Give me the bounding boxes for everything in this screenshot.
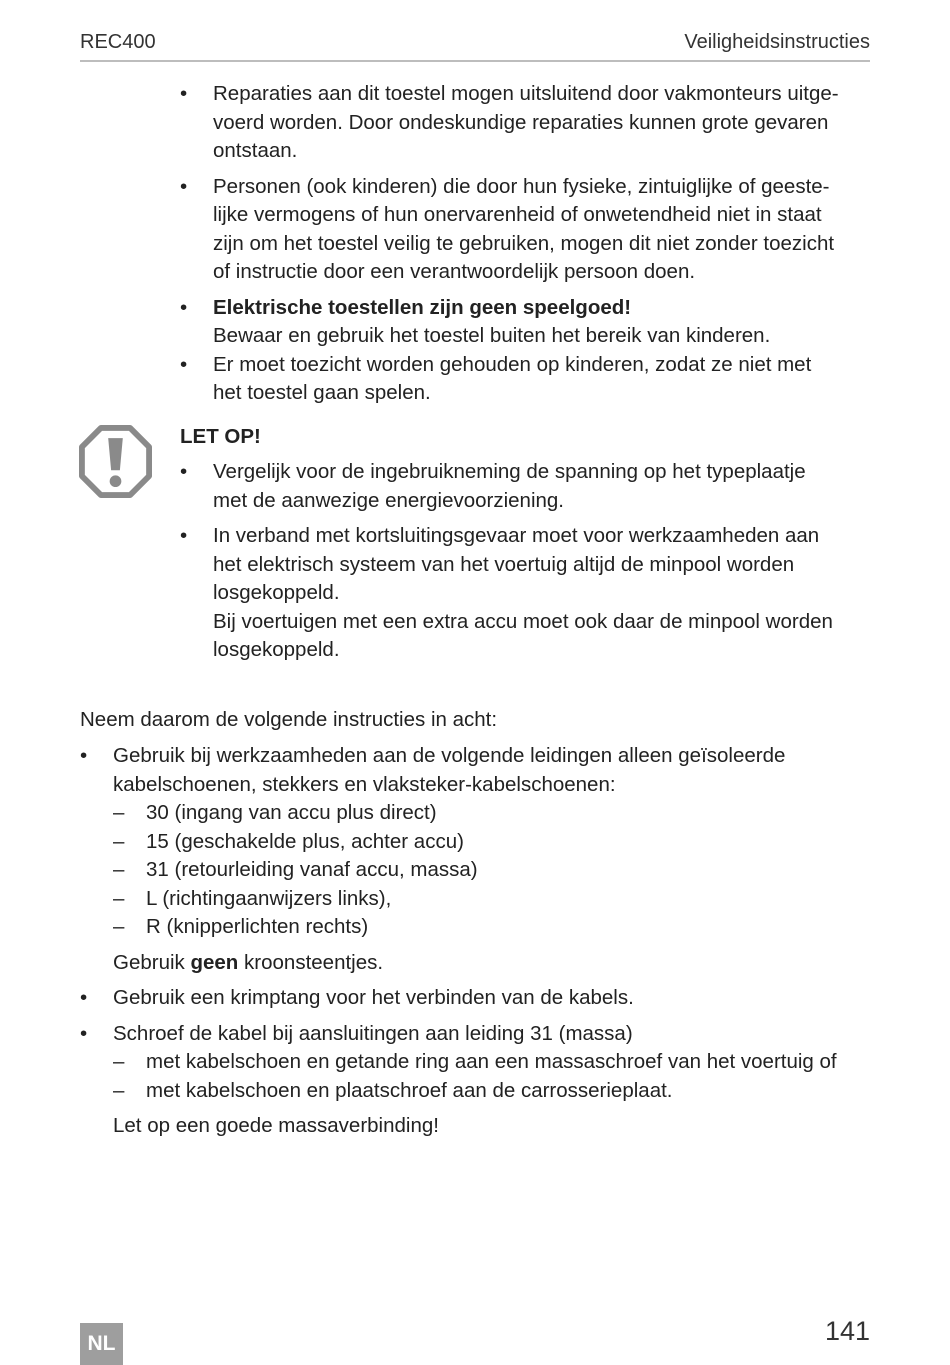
list-item	[180, 522, 880, 665]
warning-octagon-exclamation-icon	[79, 425, 152, 498]
list-item	[180, 173, 880, 287]
dash-item	[113, 828, 880, 857]
page-header	[80, 30, 870, 62]
model-name: REC400	[80, 31, 156, 53]
dash-icon: –	[113, 829, 125, 853]
dash-text: met kabelschoen en plaatschroef aan de carrosserieplaat.	[146, 1078, 673, 1102]
safety-list	[180, 80, 880, 415]
list-item	[180, 458, 880, 515]
language-badge: NL	[80, 1323, 123, 1365]
page-number: 141	[824, 1316, 870, 1346]
bullet-icon: •	[180, 82, 188, 105]
section-title: Veiligheidsinstructies	[684, 31, 870, 53]
item-note	[113, 949, 880, 978]
item-text: Vergelijk voor de ingebruikneming de spanning op het typeplaatje met de aanwezige energievoorziening.	[213, 460, 806, 512]
item-text: Gebruik een krimptang voor het verbinden van de kabels.	[113, 986, 634, 1009]
dash-text: L (richtingaanwijzers links),	[146, 886, 392, 910]
dash-text: 30 (ingang van accu plus direct)	[146, 801, 437, 824]
instructions-intro: Neem daarom de volgende instructies in acht:	[80, 708, 498, 731]
dash-icon: –	[113, 1078, 125, 1102]
item-note: Let op een goede massaverbinding!	[113, 1114, 439, 1137]
list-item	[80, 1020, 880, 1141]
dash-icon: –	[113, 1050, 125, 1073]
item-text: Schroef de kabel bij aansluitingen aan leiding 31 (massa)	[113, 1021, 633, 1045]
item-text: Personen (ook kinderen) die door hun fysieke, zintuiglijke of geeste- lijke vermogens of hun onervarenheid of onwetendheid niet in staat zijn om het toestel veilig te gebruiken, mogen dit niet zonder toezicht of instructie door een verantwoordelijk persoon doen.	[213, 174, 835, 283]
dash-item	[113, 913, 880, 942]
bullet-icon: •	[180, 352, 188, 376]
caution-list	[180, 458, 880, 672]
bullet-icon: •	[180, 174, 188, 198]
list-item	[80, 742, 880, 977]
dash-item	[113, 885, 880, 914]
list-item	[180, 294, 880, 351]
note-bold: geen	[190, 950, 239, 974]
dash-item	[113, 1077, 880, 1106]
item-text: Er moet toezicht worden gehouden op kinderen, zodat ze niet met het toestel gaan spelen.	[213, 352, 812, 404]
dash-icon: –	[113, 858, 125, 881]
item-text: Gebruik bij werkzaamheden aan de volgende leidingen alleen geïsoleerde kabelschoenen, stekkers en vlaksteker-kabelschoenen:	[113, 744, 786, 796]
item-text: Bewaar en gebruik het toestel buiten het bereik van kinderen.	[213, 324, 771, 347]
item-bold-text: Elektrische toestellen zijn geen speelgoed!	[213, 295, 632, 319]
dash-icon: –	[113, 886, 125, 910]
dash-list	[113, 1048, 880, 1105]
item-text: In verband met kortsluitingsgevaar moet voor werkzaamheden aan het elektrisch systeem van het voertuig altijd de minpool worden losgekoppeld. Bij voertuigen met een extra accu moet ook daar de minpool worden losgekoppeld.	[213, 524, 833, 661]
list-item	[180, 80, 880, 166]
list-item	[80, 984, 880, 1013]
bullet-icon: •	[180, 295, 188, 319]
dash-text: 31 (retourleiding vanaf accu, massa)	[146, 858, 478, 881]
dash-list	[113, 799, 880, 942]
note-text: Gebruik	[113, 950, 191, 974]
bullet-icon: •	[80, 1021, 88, 1045]
dash-text: 15 (geschakelde plus, achter accu)	[146, 829, 464, 853]
note-text: kroonsteentjes.	[238, 950, 384, 974]
dash-text: R (knipperlichten rechts)	[146, 915, 369, 938]
bullet-icon: •	[80, 744, 88, 767]
dash-icon: –	[113, 801, 125, 824]
dash-item	[113, 799, 880, 828]
bullet-icon: •	[180, 524, 188, 547]
item-text: Reparaties aan dit toestel mogen uitsluitend door vakmonteurs uitge- voerd worden. Door ondeskundige reparaties kunnen grote gevaren ontstaan.	[213, 82, 839, 162]
dash-icon: –	[113, 915, 125, 938]
list-item	[180, 351, 880, 408]
bullet-icon: •	[80, 986, 88, 1009]
bullet-icon: •	[180, 460, 188, 483]
instructions-list	[80, 742, 880, 1148]
dash-item	[113, 1048, 880, 1077]
dash-text: met kabelschoen en getande ring aan een massaschroef van het voertuig of	[146, 1050, 837, 1073]
dash-item	[113, 856, 880, 885]
caution-title: LET OP!	[180, 425, 261, 448]
